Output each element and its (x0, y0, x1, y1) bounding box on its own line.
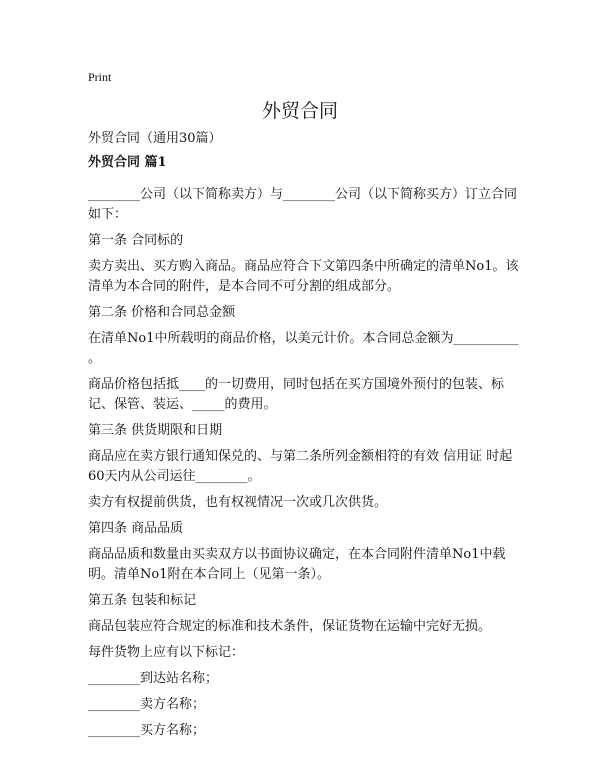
article-heading: 第四条 商品品质 (88, 521, 184, 536)
paragraph: ________到达站名称； (88, 671, 219, 686)
paragraph: 卖方有权提前供货，也有权视情况一次或几次供货。 (88, 495, 388, 510)
article-heading: 第二条 价格和合同总金额 (88, 305, 236, 320)
paragraph: ________卖方名称； (88, 697, 206, 712)
paragraph: 商品价格包括抵____的一切费用，同时包括在买方国境外预付的包装、标记、保管、装运、_____的费用。 (88, 377, 505, 412)
paragraph: ________公司（以下简称卖方）与________公司（以下简称买方）订立合同如下： (88, 187, 518, 222)
paragraph: 商品包装应符合规定的标准和技术条件，保证货物在运输中完好无损。 (88, 619, 492, 634)
document-subtitle: 外贸合同（通用30篇） (88, 131, 222, 146)
document-body (88, 129, 520, 747)
paragraph: ________买方名称； (88, 723, 206, 738)
print-link[interactable]: Print (88, 70, 112, 84)
paragraph: 卖方卖出、买方购入商品。商品应符合下文第四条中所确定的清单No1。该清单为本合同的附件，是本合同不可分割的组成部分。 (88, 259, 519, 294)
paragraph: 商品品质和数量由买卖双方以书面协议确定，在本合同附件清单No1中载明。清单No1附在本合同上（见第一条）。 (88, 547, 506, 582)
paragraph: 在清单No1中所载明的商品价格，以美元计价。本合同总金额为__________ 。 (88, 331, 519, 366)
article-heading: 第五条 包装和标记 (88, 593, 197, 608)
article-heading: 第三条 供货期限和日期 (88, 423, 223, 438)
section-heading: 外贸合同 篇1 (88, 155, 167, 170)
article-heading: 第一条 合同标的 (88, 233, 184, 248)
document-title: 外贸合同 (261, 100, 338, 122)
paragraph: 每件货物上应有以下标记： (88, 645, 245, 660)
paragraph: 商品应在卖方银行通知保兑的、与第二条所列金额相符的有效 信用证 时起60天内从公司运往________。 (88, 449, 513, 484)
